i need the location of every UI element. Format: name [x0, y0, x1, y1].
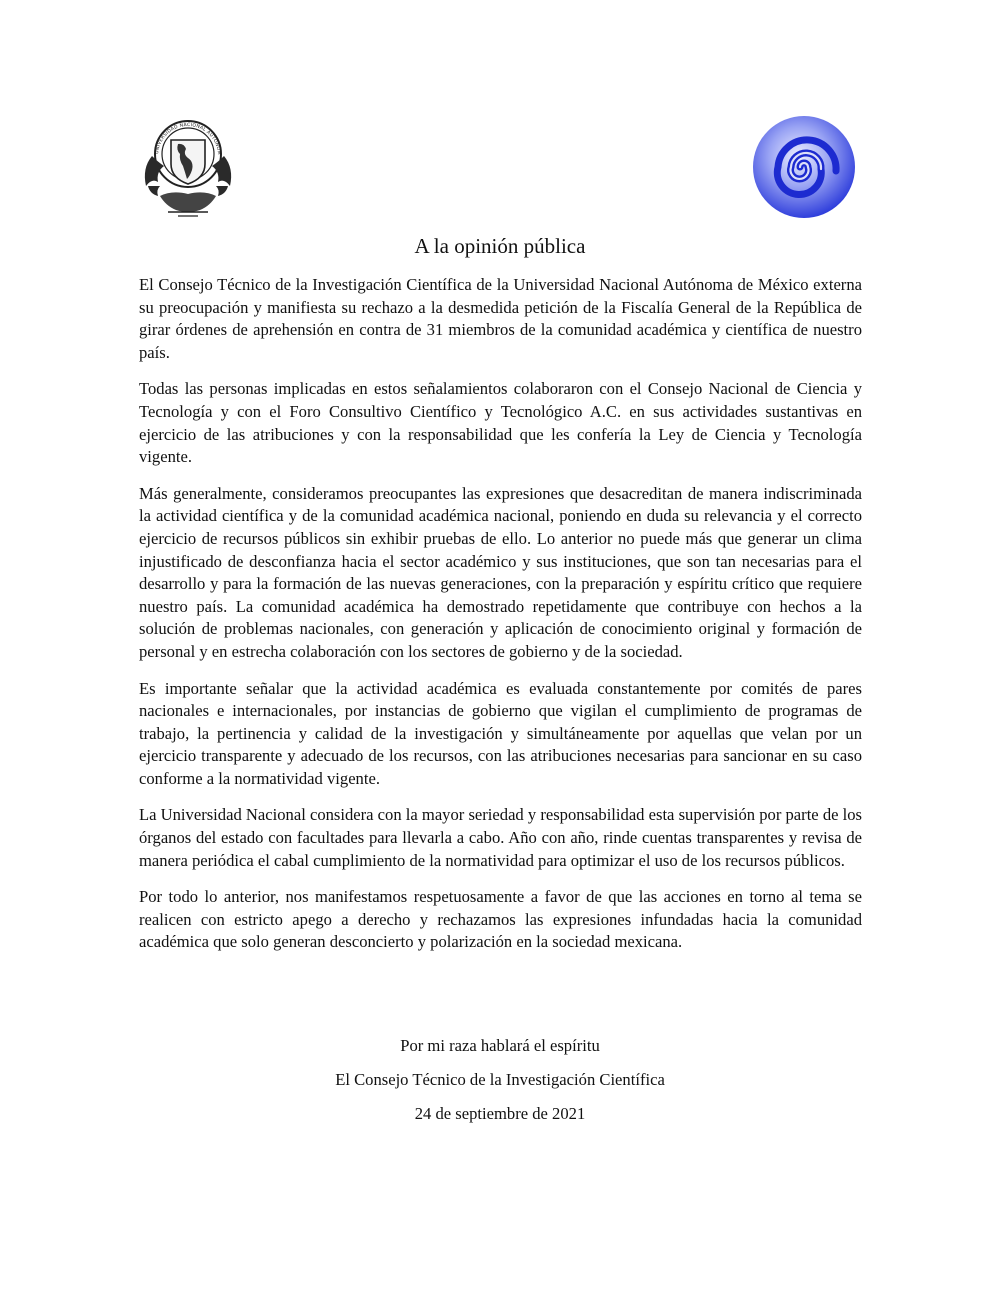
paragraph-2: Todas las personas implicadas en estos señalamientos colaboraron con el Consejo Nacional de Ciencia y Tecnología y con el Foro Consultivo Científico y Tecnológico A.C. en sus actividades sustantivas en ejercicio de las atribuciones y con la responsabilidad que les confería la Ley de Ciencia y Tecnología vigente. — [139, 379, 862, 467]
paragraph-3: Más generalmente, consideramos preocupantes las expresiones que desacreditan de manera indiscriminada la actividad científica y de la comunidad académica nacional, poniendo en duda su relevancia y el correcto ejercicio de recursos públicos sin exhibir pruebas de ello. Lo anterior no puede más que generar un clima injustificado de desconfianza hacia el sector académico y sus instituciones, que son tan necesarias para el desarrollo y para la formación de las nuevas generaciones, con la preparación y espíritu crítico que requiere nuestro país. La comunidad académica ha demostrado repetidamente que contribuye con hechos a la solución de problemas nacionales, con generación y aplicación de conocimiento original y formación de personal y en estrecha colaboración con los sectores de gobierno y de la sociedad. — [139, 483, 862, 661]
paragraph-4: Es importante señalar que la actividad académica es evaluada constantemente por comités de pares nacionales e internacionales, por instancias de gobierno que vigilan el cumplimiento de programas de trabajo, la pertinencia y calidad de la investigación y simultáneamente por aquellas que velan por un ejercicio transparente y adecuado de los recursos, con las atribuciones necesarias para sancionar en su caso conforme a la normatividad vigente. — [139, 678, 862, 788]
svg-text:UNIVERSIDAD NACIONAL AUTÓNOMA: UNIVERSIDAD NACIONAL AUTÓNOM — [155, 122, 222, 156]
paragraph-5: La Universidad Nacional considera con la mayor seriedad y responsabilidad esta supervisión por parte de los órganos del estado con facultades para llevarla a cabo. Año con año, rinde cuentas transparentes y revisa de manera periódica el cabal cumplimiento de la normatividad para optimizar el uso de los recursos públicos. — [139, 805, 862, 870]
page-title: A la opinión pública — [414, 234, 586, 258]
closing-motto: Por mi raza hablará el espíritu — [400, 1036, 600, 1055]
letter-body — [139, 274, 862, 968]
closing-date: 24 de septiembre de 2021 — [414, 1104, 586, 1123]
paragraph-1: El Consejo Técnico de la Investigación Científica de la Universidad Nacional Autónoma de México externa su preocupación y manifiesta su rechazo a la desmedida petición de la Fiscalía General de la República de girar órdenes de aprehensión en contra de 31 miembros de la comunidad académica y científica de nuestro país. — [139, 275, 862, 362]
closing-signature: El Consejo Técnico de la Investigación Científica — [335, 1070, 665, 1089]
blue-spiral-icon — [752, 115, 856, 219]
paragraph-6: Por todo lo anterior, nos manifestamos respetuosamente a favor de que las acciones en torno al tema se realicen con estricto apego a derecho y rechazamos las expresiones infundadas hacia la comunidad académica que solo generan desconcierto y polarización en la sociedad mexicana. — [139, 887, 862, 952]
unam-coat-of-arms-icon — [138, 116, 238, 220]
